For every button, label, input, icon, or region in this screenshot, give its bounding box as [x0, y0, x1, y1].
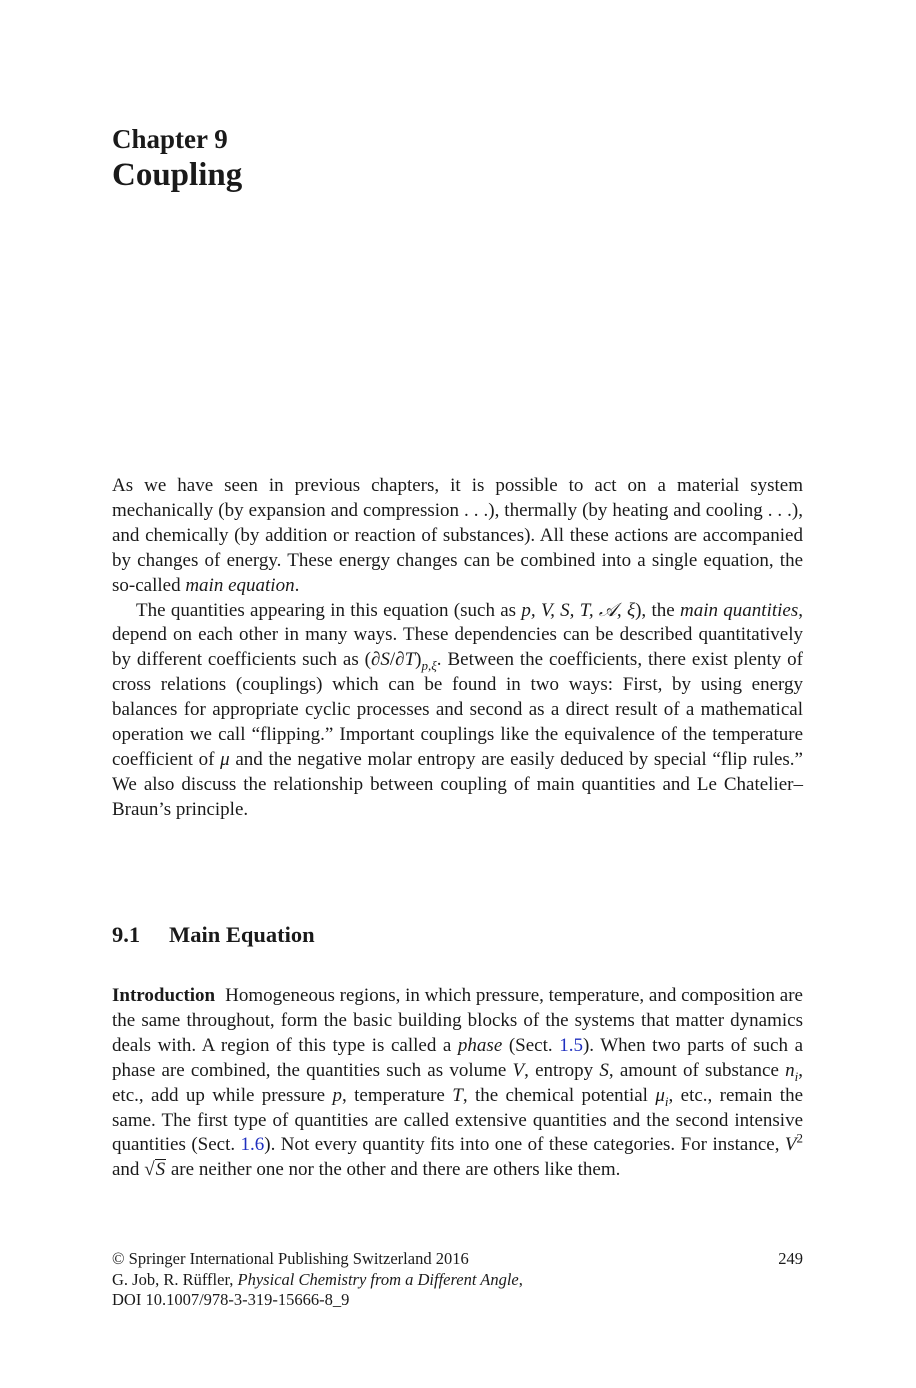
text-run: . Between the coefficients, there exist plenty of cross relations (couplings) which can be found in two ways: First, by using energy balances for appropriate cyclic processes and second as a direct result of a mathematical operation we call “flipping.” Important couplings like the equivalence of the temperature coefficient of	[112, 649, 803, 770]
intro-paragraph	[112, 984, 803, 1183]
square-root	[144, 1159, 166, 1180]
math-subscript: p,ξ	[421, 658, 437, 674]
text-run: , depend on each other in many ways. These dependencies can be described quantitatively by different coefficients such as (∂	[112, 599, 803, 671]
section-number: 9.1	[112, 922, 141, 947]
chapter-title: Coupling	[112, 157, 243, 193]
emphasis-main-quantities: main quantities	[679, 599, 799, 621]
radical-sign: √	[144, 1159, 155, 1181]
footer-citation	[112, 1249, 803, 1311]
section-title: Main Equation	[169, 922, 315, 947]
text-run: and	[112, 1159, 145, 1181]
text-run: ), the	[635, 599, 680, 621]
text-run: , entropy	[524, 1059, 600, 1081]
math-var: n	[785, 1059, 795, 1081]
math-var: S	[599, 1059, 609, 1081]
section-body	[112, 984, 803, 1183]
copyright-line: © Springer International Publishing Switzerland 2016	[112, 1249, 469, 1268]
chapter-abstract	[112, 474, 803, 823]
math-op: )	[415, 649, 422, 671]
text-run: Homogeneous regions, in which pressure, temperature, and composition are the same throughout, form the basic building blocks of the systems that matter dynamics deals with. A region of this type is called a	[112, 985, 803, 1056]
text-run: , the chemical potential	[462, 1084, 656, 1106]
math-var: μ	[220, 748, 230, 770]
text-run: ). Not every quantity fits into one of these categories. For instance,	[264, 1134, 785, 1156]
emphasis-main-equation: main equation	[185, 574, 295, 596]
math-subscript: i	[794, 1068, 799, 1084]
section-link-1-5[interactable]: 1.5	[559, 1034, 583, 1056]
section-link-1-6[interactable]: 1.6	[240, 1134, 265, 1156]
math-superscript: 2	[796, 1131, 803, 1147]
math-var: S	[155, 1159, 166, 1181]
math-subscript: i	[664, 1093, 669, 1109]
math-variables: p, V, S, T, 𝒜, ξ	[521, 599, 636, 621]
math-var: p	[332, 1084, 342, 1106]
text-run: are neither one nor the other and there are others like them.	[166, 1159, 621, 1181]
page-number: 249	[778, 1249, 803, 1268]
text-run: As we have seen in previous chapters, it is possible to act on a material system mechanically (by expansion and compression . . .), thermally (by heating and cooling . . .), and chemically (by addition or reaction of substances). All these actions are accompanied by changes of energy. These energy changes can be combined into a single equation, the so-called	[112, 475, 803, 596]
math-var: T	[404, 649, 416, 671]
text-run: , temperature	[342, 1084, 453, 1106]
authors: G. Job, R. Rüffler,	[112, 1269, 238, 1289]
math-op: /∂	[389, 649, 405, 671]
math-var: μ	[655, 1084, 665, 1106]
text-run: , etc., add up while pressure	[112, 1059, 803, 1106]
text-run: and the negative molar entropy are easily deduced by special “flip rules.” We also discuss the relationship between coupling of main quantities and Le Chatelier–Braun’s principle.	[112, 748, 803, 820]
section-heading	[112, 922, 315, 948]
abstract-paragraph-1	[112, 474, 803, 599]
emphasis-phase: phase	[457, 1034, 503, 1056]
text-run: The quantities appearing in this equation (such as	[136, 599, 522, 621]
text-run: (Sect.	[502, 1034, 560, 1056]
math-var: T	[452, 1084, 463, 1106]
doi-line: DOI 10.1007/978-3-319-15666-8_9	[112, 1290, 350, 1309]
chapter-label: Chapter 9	[112, 124, 228, 154]
abstract-paragraph-2	[112, 599, 803, 823]
text-run: .	[294, 574, 300, 596]
run-in-heading: Introduction	[112, 985, 216, 1006]
book-title: Physical Chemistry from a Different Angle	[237, 1269, 519, 1289]
text-run: , amount of substance	[608, 1059, 786, 1081]
math-var: V	[784, 1134, 797, 1156]
text-run: , etc., remain the same. The first type of quantities are called extensive quantities and the second intensive quantities (Sect.	[112, 1084, 804, 1156]
text-run: ,	[518, 1269, 523, 1289]
math-var: V	[512, 1059, 525, 1081]
math-var: S	[380, 649, 390, 671]
authors-line	[112, 1270, 803, 1291]
text-run: ). When two parts of such a phase are combined, the quantities such as volume	[112, 1034, 803, 1081]
